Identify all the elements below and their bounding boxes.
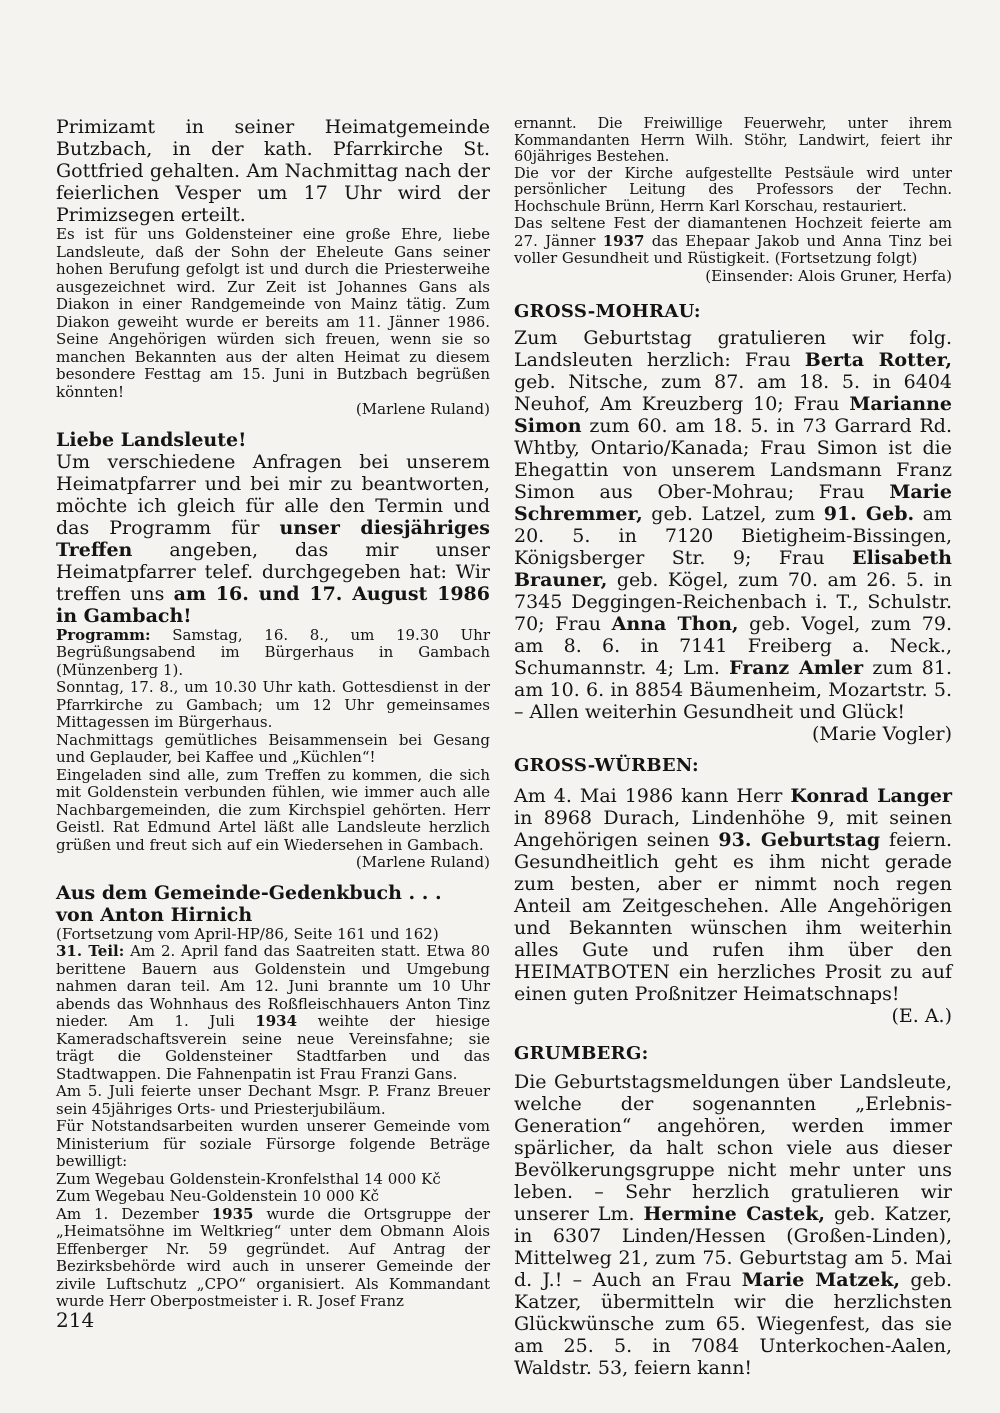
hochzeit-text-a: Das seltene Fest der diamantenen Hochzeit feierte am 27. Jänner <box>514 214 952 250</box>
mohrau-t7: geb. Vogel, zum 79. am 8. 6. in 7141 Freiberg a. Neck., Schumannstr. 4; Lm. <box>514 613 952 679</box>
dezember-text-a: Am 1. Dezember <box>56 1204 212 1223</box>
dechant-paragraph: Am 5. Juli feierte unser Dechant Msgr. P. Franz Breuer sein 45jähriges Orts- und Priesterjubiläum. <box>56 1082 490 1118</box>
mohrau-paragraph <box>514 327 952 723</box>
name-schremmer: Marie Schremmer, <box>514 481 952 525</box>
teil-label: 31. Teil: <box>56 942 125 960</box>
spacer <box>514 745 952 755</box>
teil-text-a: Am 2. April fand das Saatreiten statt. Etwa 80 berittene Bauern aus Goldenstein und Umgebung nahmen daran teil. Am 12. Juni brannte um 10 Uhr abends das Wohnhaus des Roßfleischhauers Anton Tinz nieder. Am 1. Juli <box>56 942 490 1030</box>
name-langer: Konrad Langer <box>790 785 952 807</box>
treffen-text-a: Um verschiedene Anfragen bei unserem Heimatpfarrer und bei mir zu beantworten, möchte ich gleich für alle den Termin und das Programm für <box>56 450 490 539</box>
heading-gedenkbuch: Aus dem Gemeinde-Gedenkbuch . . . <box>56 881 442 904</box>
signature-gruner: (Einsender: Alois Gruner, Herfa) <box>705 266 952 285</box>
year-1937: 1937 <box>602 231 645 250</box>
mohrau-t2: geb. Nitsche, zum 87. am 18. 5. in 6404 Neuhof, Am Kreuzberg 10; Frau <box>514 371 952 415</box>
mohrau-t6: geb. Kögel, zum 70. am 26. 5. in 7345 Deggingen-Reichenbach i. T., Schulstr. 70; Frau <box>514 569 952 635</box>
hochzeit-text-b: das Ehepaar Jakob und Anna Tinz bei voller Gesundheit und Rüstigkeit. (Fortsetzung folgt) <box>514 231 952 267</box>
year-1935: 1935 <box>211 1204 254 1223</box>
mohrau-t1: Zum Geburtstag gratulieren wir folg. Landsleuten herzlich: Frau <box>514 327 952 371</box>
right-column <box>514 116 952 1379</box>
programm-label: Programm: <box>56 625 151 644</box>
teil-31-paragraph <box>56 943 490 1083</box>
spacer <box>514 285 952 301</box>
grumberg-paragraph <box>514 1071 952 1379</box>
teil-text-b: weihte der hiesige Kameradschaftsverein seine neue Vereinsfahne; sie trägt die Goldensteiner Stadtfarben und das Stadtwappen. Die Fahnenpatin ist Frau Franzi Gans. <box>56 1012 490 1083</box>
grumberg-t2: geb. Katzer, in 6307 Linden/Hessen (Großen-Linden), Mittelweg 21, zum 75. Geburtstag am 5. Mai d. J.! – Auch an Frau <box>514 1203 952 1291</box>
feuerwehr-paragraph: ernannt. Die Freiwillige Feuerwehr, unter ihrem Kommandanten Herrn Wilh. Stöhr, Landwirt, feiert ihr 60jähriges Bestehen. <box>514 116 952 165</box>
wuerben-paragraph <box>514 785 952 1005</box>
section-gross-mohrau: GROSS-MOHRAU: <box>514 301 701 322</box>
name-brauner: Elisabeth Brauner, <box>514 547 952 591</box>
programm-text: Samstag, 16. 8., um 19.30 Uhr Begrüßungsabend im Bürgerhaus in Gambach (Münzenberg 1). <box>56 625 490 679</box>
wuerben-t2: in 8968 Durach, Lindenhöhe 9, mit seinen Angehörigen seinen <box>514 807 952 851</box>
dezember-paragraph <box>56 1206 490 1311</box>
spacer <box>56 419 490 429</box>
signature-ruland-2: (Marlene Ruland) <box>355 853 490 871</box>
birthday-91: 91. Geb. <box>823 503 915 525</box>
name-rotter: Berta Rotter, <box>804 349 952 371</box>
fortsetzung-note: (Fortsetzung vom April-HP/86, Seite 161 und 162) <box>56 924 439 943</box>
grumberg-t3: geb. Katzer, übermitteln wir die herzlichsten Glückwünsche zum 65. Wiegenfest, das sie am 25. 5. in 7084 Unterkochen-Aalen, Waldstr. 53, feiern kann! <box>514 1269 952 1379</box>
dezember-text-b: wurde die Ortsgruppe der „Heimatsöhne im Weltkrieg“ unter dem Obmann Alois Effenberger Nr. 59 gegründet. Auf Antrag der Bezirksbehörde wird auch in unserer Gemeinde der zivile Luftschutz „CPO“ organisiert. Als Kommandant wurde Herr Oberpostmeister i. R. Josef Franz <box>56 1204 491 1310</box>
wuerben-t3: feiern. Gesundheitlich geht es ihm nicht gerade zum besten, aber er nimmt noch regen Anteil am Zeitgeschehen. Alle Angehörigen und Bekannten wünschen ihm weiterhin alles Gute und rufen ihm über den HEIMATBOTEN ein herzliches Prosit zu auf einen guten Proßnitzer Heimatschnaps! <box>514 829 952 1005</box>
birthday-93: 93. Geburtstag <box>718 829 881 851</box>
section-gross-wuerben: GROSS-WÜRBEN: <box>514 755 699 776</box>
wegebau-2: Zum Wegebau Neu-Goldenstein 10 000 Kč <box>56 1187 379 1205</box>
name-amler: Franz Amler <box>729 657 864 679</box>
signature-ruland-1: (Marlene Ruland) <box>355 400 490 418</box>
treffen-bold-a: unser diesjähriges Treffen <box>56 516 490 561</box>
programm-paragraph <box>56 627 490 680</box>
year-1934: 1934 <box>255 1012 298 1030</box>
spacer <box>56 872 490 882</box>
pestsaeule-paragraph: Die vor der Kirche aufgestellte Pestsäule wird unter persönlicher Leitung des Professors der Techn. Hochschule Brünn, Herrn Karl Korschau, restauriert. <box>514 165 952 215</box>
treffen-text-b: angeben, das mir unser Heimatpfarrer telef. durchgegeben hat: Wir treffen uns <box>56 538 490 605</box>
left-column <box>56 116 490 1311</box>
name-castek: Hermine Castek, <box>643 1203 826 1225</box>
mohrau-t8: zum 81. am 10. 6. in 8854 Bäumenheim, Mozartstr. 5. – Allen weiterhin Gesundheit und Glück! <box>514 657 953 723</box>
mohrau-t3: zum 60. am 18. 5. in 73 Garrard Rd. Whtby, Ontario/Kanada; Frau Simon ist die Ehegattin von unserem Landsmann Franz Simon aus Ober-Mohrau; Frau <box>514 415 952 503</box>
treffen-paragraph <box>56 451 490 627</box>
signature-vogler: (Marie Vogler) <box>811 723 952 745</box>
mohrau-t5: am 20. 5. in 7120 Bietigheim-Bissingen, Königsberger Str. 9; Frau <box>514 503 953 569</box>
wegebau-1: Zum Wegebau Goldenstein-Kronfelsthal 14 000 Kč <box>56 1169 441 1188</box>
treffen-date: am 16. und 17. August 1986 in Gambach! <box>56 582 490 627</box>
page-number: 214 <box>56 1308 95 1332</box>
name-thon: Anna Thon, <box>611 613 739 635</box>
gans-paragraph <box>56 226 490 401</box>
nachmittags-paragraph: Nachmittags gemütliches Beisammensein bei Gesang und Geplauder, bei Kaffee und „Küchlen“! <box>56 730 490 766</box>
name-simon: Marianne Simon <box>514 393 952 437</box>
primiz-paragraph: Primizamt in seiner Heimatgemeinde Butzbach, in der kath. Pfarrkirche St. Gottfried gehalten. Am Nachmittag nach der feierlichen Vesper um 17 Uhr wird der Primizsegen erteilt. <box>56 116 490 226</box>
eingeladen-paragraph: Eingeladen sind alle, zum Treffen zu kommen, die sich mit Goldenstein verbunden fühlen, wie immer auch alle Nachbargemeinden, die zum Kirchspiel gehörten. Herr Geistl. Rat Edmund Artel läßt alle Landsleute herzlich grüßen und freut sich auf ein Wiedersehen in Gambach. <box>56 765 490 854</box>
gans-text: Es ist für uns Goldensteiner eine große Ehre, liebe Landsleute, daß der Sohn der Eheleute Gans seiner hohen Berufung gefolgt ist und durch die Priesterweihe ausgezeichnet wird. Zur Zeit ist Johannes Gans als Diakon in einer Randgemeinde von Mainz tätig. Zum Diakon geweiht wurde er bereits am 11. Jänner 1986. Seine Angehörigen würden sich freuen, wenn sie so manchen Bekannten aus der alten Heimat zu diesem besondere Festtag am 15. Juni in Butzbach begrüßen könnten! <box>56 225 490 401</box>
notstand-paragraph: Für Notstandsarbeiten wurden unserer Gemeinde vom Ministerium für soziale Fürsorge folgende Beträge bewilligt: <box>56 1117 490 1170</box>
section-grumberg: GRUMBERG: <box>514 1043 649 1064</box>
hochzeit-paragraph <box>514 215 952 268</box>
heading-author: von Anton Hirnich <box>56 903 253 926</box>
spacer <box>514 777 952 785</box>
name-matzek: Marie Matzek, <box>741 1269 901 1291</box>
sonntag-paragraph: Sonntag, 17. 8., um 10.30 Uhr kath. Gottesdienst in der Pfarrkirche zu Gambach; um 12 Uhr gemeinsames Mittagessen im Bürgerhaus. <box>56 678 490 731</box>
grumberg-t1: Die Geburtstagsmeldungen über Landsleute, welche der sogenannten „Erlebnis-Generation“ angehören, werden immer spärlicher, da halt schon viele aus dieser Bevölkerungsgruppe nicht mehr unter uns leben. – Sehr herzlich gratulieren wir unserer Lm. <box>514 1071 952 1225</box>
spacer <box>514 1027 952 1043</box>
heading-liebe-landsleute: Liebe Landsleute! <box>56 428 247 451</box>
wuerben-t1: Am 4. Mai 1986 kann Herr <box>514 785 791 807</box>
signature-ea: (E. A.) <box>891 1005 952 1027</box>
mohrau-t4: geb. Latzel, zum <box>642 503 824 525</box>
